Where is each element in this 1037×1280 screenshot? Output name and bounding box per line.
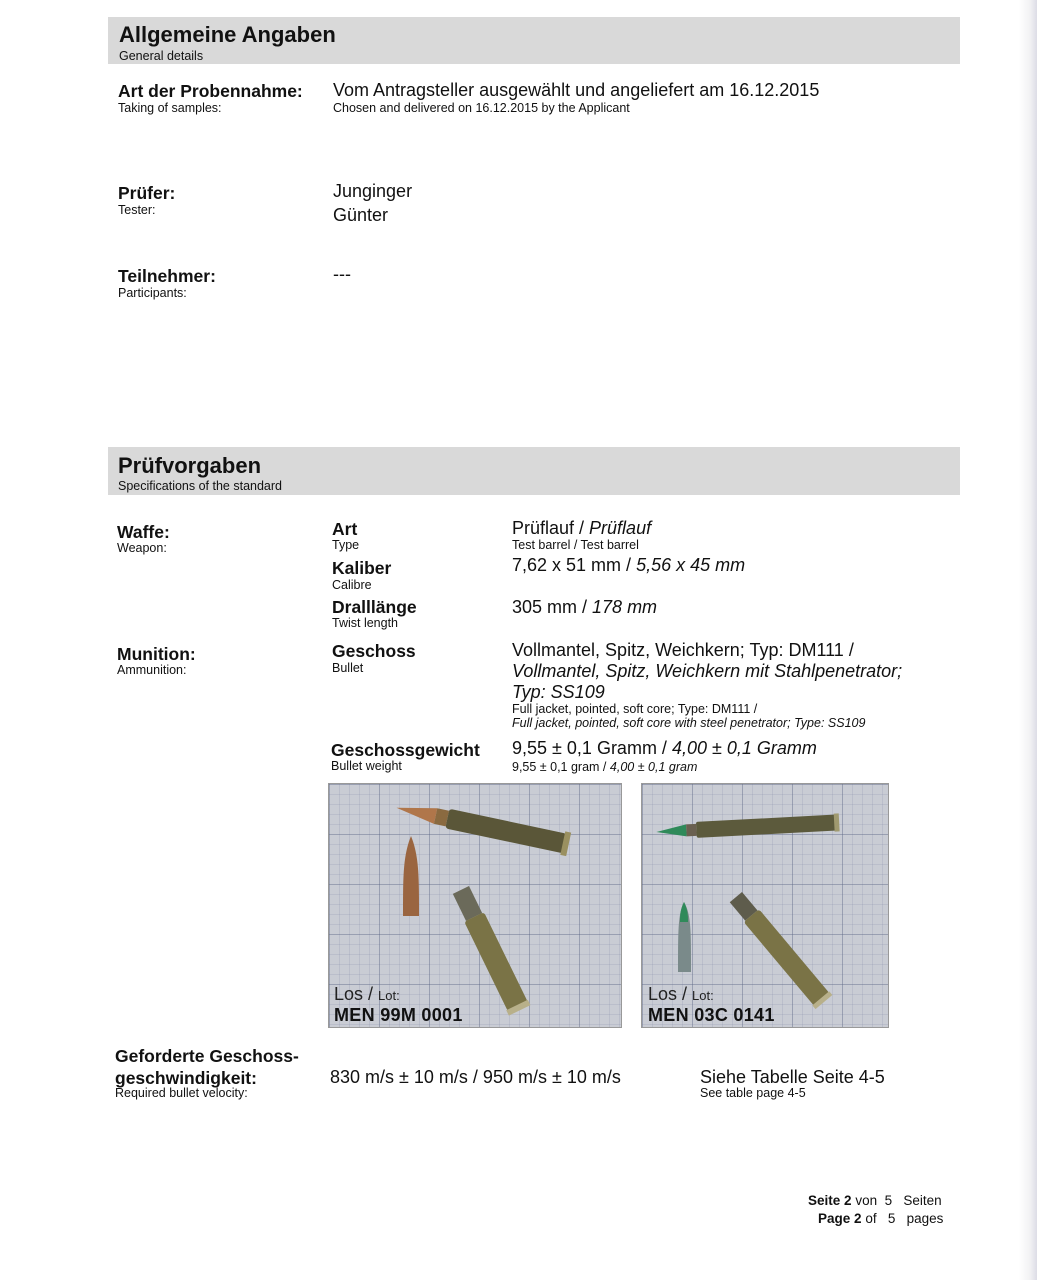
- weight-value: [512, 738, 817, 759]
- type-label-en: Type: [332, 538, 360, 552]
- sampling-label-en: Taking of samples:: [118, 101, 222, 115]
- ammo-label: Munition:: [117, 644, 196, 664]
- type-value: [512, 518, 651, 539]
- tester-firstname: Günter: [333, 205, 389, 225]
- page-prefix: Page: [818, 1211, 851, 1226]
- weight-label: Geschossgewicht: [331, 740, 480, 760]
- participants-label-en: Participants:: [118, 286, 187, 300]
- bullet-line-2: Vollmantel, Spitz, Weichkern mit Stahlpenetrator;: [512, 661, 903, 681]
- participants-value: ---: [333, 264, 351, 284]
- twist-value-b: 178 mm: [592, 597, 658, 617]
- photo1-lot-number: MEN 99M 0001: [334, 1005, 463, 1025]
- type-value-de: Prüflauf /: [512, 518, 590, 538]
- calibre-value: [512, 555, 745, 576]
- tester-label-en: Tester:: [118, 203, 156, 217]
- photo2-los: Los /: [648, 984, 693, 1004]
- weight-value-a: 9,55 ± 0,1 Gramm /: [512, 738, 672, 758]
- calibre-value-a: 7,62 x 51 mm /: [512, 555, 637, 575]
- ammo-label-en: Ammunition:: [117, 663, 187, 677]
- bullet-label-en: Bullet: [332, 661, 364, 675]
- twist-label-en: Twist length: [332, 616, 399, 630]
- participants-label: Teilnehmer:: [118, 266, 216, 286]
- photo2-lot: Lot:: [692, 988, 714, 1003]
- photo1-lot: Lot:: [378, 988, 400, 1003]
- page-current: 2: [844, 1193, 852, 1208]
- weapon-label: Waffe:: [117, 522, 170, 542]
- section-title: Allgemeine Angaben: [119, 22, 336, 47]
- tester-label: Prüfer:: [118, 183, 176, 203]
- page-prefix: Seite: [808, 1193, 841, 1208]
- bullet-line-1: Vollmantel, Spitz, Weichkern; Typ: DM111 /: [512, 640, 854, 660]
- twist-value-a: 305 mm /: [512, 597, 593, 617]
- ammo-photo-762: [328, 783, 622, 1028]
- velocity-label-en: Required bullet velocity:: [115, 1086, 248, 1100]
- page-current: 2: [854, 1211, 862, 1226]
- tester-surname: Junginger: [333, 181, 413, 201]
- type-label: Art: [332, 519, 358, 539]
- twist-label: Dralllänge: [332, 597, 417, 617]
- section-subtitle: Specifications of the standard: [118, 479, 282, 493]
- weapon-label-en: Weapon:: [117, 541, 167, 555]
- calibre-label: Kaliber: [332, 558, 392, 578]
- section-subtitle: General details: [119, 49, 204, 63]
- page-total: 5: [887, 1211, 896, 1226]
- photo2-lot-label: [648, 984, 714, 1005]
- sampling-label: Art der Probennahme:: [118, 81, 303, 101]
- calibre-label-en: Calibre: [332, 578, 372, 592]
- type-value-en: Test barrel / Test barrel: [512, 538, 639, 552]
- velocity-reference: Siehe Tabelle Seite 4-5: [700, 1067, 885, 1087]
- page-edge: [1019, 0, 1037, 1280]
- photo1-los: Los /: [334, 984, 379, 1004]
- page-of: von: [855, 1193, 878, 1208]
- page-of: of: [865, 1211, 877, 1226]
- weight-value-en: [512, 760, 697, 774]
- weight-value-b: 4,00 ± 0,1 Gramm: [671, 738, 817, 758]
- weight-en-b: 4,00 ± 0,1 gram: [609, 760, 698, 774]
- section-header-general: [108, 17, 960, 64]
- photo2-lot-number: MEN 03C 0141: [648, 1005, 775, 1025]
- bullet-line-3: Typ: SS109: [512, 682, 605, 702]
- calibre-value-b: 5,56 x 45 mm: [636, 555, 746, 575]
- section-title: Prüfvorgaben: [118, 453, 262, 478]
- velocity-label-line1: Geforderte Geschoss-: [115, 1046, 299, 1066]
- page-number-en: [818, 1211, 943, 1226]
- page-suffix: Seiten: [903, 1193, 942, 1208]
- page-total: 5: [884, 1193, 893, 1208]
- section-header-spec: [108, 447, 960, 495]
- page-number-de: [808, 1193, 942, 1208]
- velocity-value: 830 m/s ± 10 m/s / 950 m/s ± 10 m/s: [330, 1067, 621, 1087]
- velocity-reference-en: See table page 4-5: [700, 1086, 806, 1100]
- twist-value: [512, 597, 657, 618]
- bullet-en-2: Full jacket, pointed, soft core with steel penetrator; Type: SS109: [512, 716, 866, 730]
- sampling-value-en: Chosen and delivered on 16.12.2015 by the Applicant: [333, 101, 630, 115]
- sampling-value: Vom Antragsteller ausgewählt und angeliefert am 16.12.2015: [333, 80, 820, 100]
- photo1-lot-label: [334, 984, 400, 1005]
- velocity-label-line2: geschwindigkeit:: [115, 1068, 257, 1088]
- bullet-label: Geschoss: [332, 641, 416, 661]
- page-suffix: pages: [906, 1211, 944, 1226]
- type-value-de-alt: Prüflauf: [589, 518, 652, 538]
- weight-label-en: Bullet weight: [331, 759, 402, 773]
- weight-en-a: 9,55 ± 0,1 gram /: [512, 760, 610, 774]
- bullet-en-1: Full jacket, pointed, soft core; Type: DM111 /: [512, 702, 758, 716]
- ammo-photo-556: [641, 783, 889, 1028]
